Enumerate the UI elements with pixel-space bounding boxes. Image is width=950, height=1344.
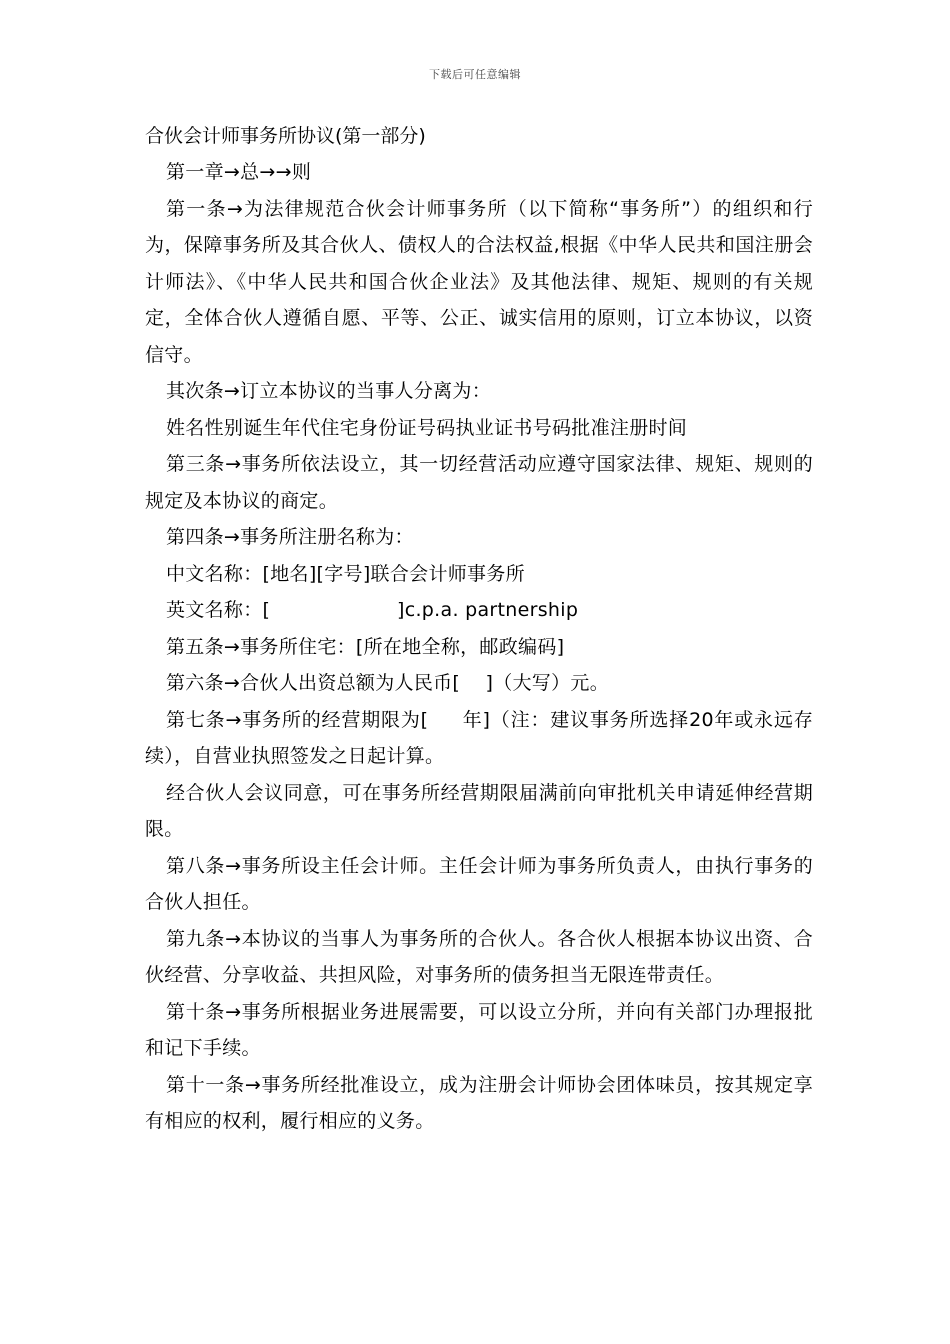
article-6: 第六条→合伙人出资总额为人民币[ ]（大写）元。 xyxy=(166,672,610,694)
english-name-line: 英文名称：[ ]c.p.a. partnership xyxy=(166,599,579,621)
article-3: 第三条→事务所依法设立，其一切经营活动应遵守国家法律、规矩、规则的规定及本协议的商定。 xyxy=(145,453,813,512)
article-2: 其次条→订立本协议的当事人分离为： xyxy=(166,380,492,402)
article-1: 第一条→为法律规范合伙会计师事务所（以下简称“事务所”）的组织和行为，保障事务所及其合伙人、债权人的合法权益,根据《中华人民共和国注册会计师法》、《中华人民共和国合伙企业法》及其他法律、规矩、规则的有关规定，全体合伙人遵循自愿、平等、公正、诚实信用的原则，订立本协议，以资信守。 xyxy=(145,197,813,366)
article-4: 第四条→事务所注册名称为： xyxy=(166,526,414,548)
chapter-heading: 第一章→总→→则 xyxy=(166,161,312,183)
article-7: 第七条→事务所的经营期限为[ 年]（注：建议事务所选择20年或永远存续），自营业执照签发之日起计算。 xyxy=(145,708,813,767)
article-8: 第八条→事务所设主任会计师。主任会计师为事务所负责人，由执行事务的合伙人担任。 xyxy=(145,854,813,913)
party-table-header: 姓名性别诞生年代住宅身份证号码执业证书号码批准注册时间 xyxy=(166,416,688,439)
article-11: 第十一条→事务所经批准设立，成为注册会计师协会团体味员，按其规定享有相应的权利，履行相应的义务。 xyxy=(145,1073,813,1132)
document-body xyxy=(145,118,813,1140)
article-9: 第九条→本协议的当事人为事务所的合伙人。各合伙人根据本协议出资、合伙经营、分享收益、共担风险，对事务所的债务担当无限连带责任。 xyxy=(145,927,813,986)
chinese-name-line: 中文名称：[地名][字号]联合会计师事务所 xyxy=(166,562,525,585)
article-10: 第十条→事务所根据业务进展需要，可以设立分所，并向有关部门办理报批和记下手续。 xyxy=(145,1000,813,1059)
document-title: 合伙会计师事务所协议(第一部分) xyxy=(145,125,426,147)
article-7-extension: 经合伙人会议同意，可在事务所经营期限届满前向审批机关申请延伸经营期限。 xyxy=(145,781,813,840)
page-header: 下载后可任意编辑 xyxy=(429,68,521,81)
article-5: 第五条→事务所住宅：[所在地全称，邮政编码] xyxy=(166,635,565,658)
